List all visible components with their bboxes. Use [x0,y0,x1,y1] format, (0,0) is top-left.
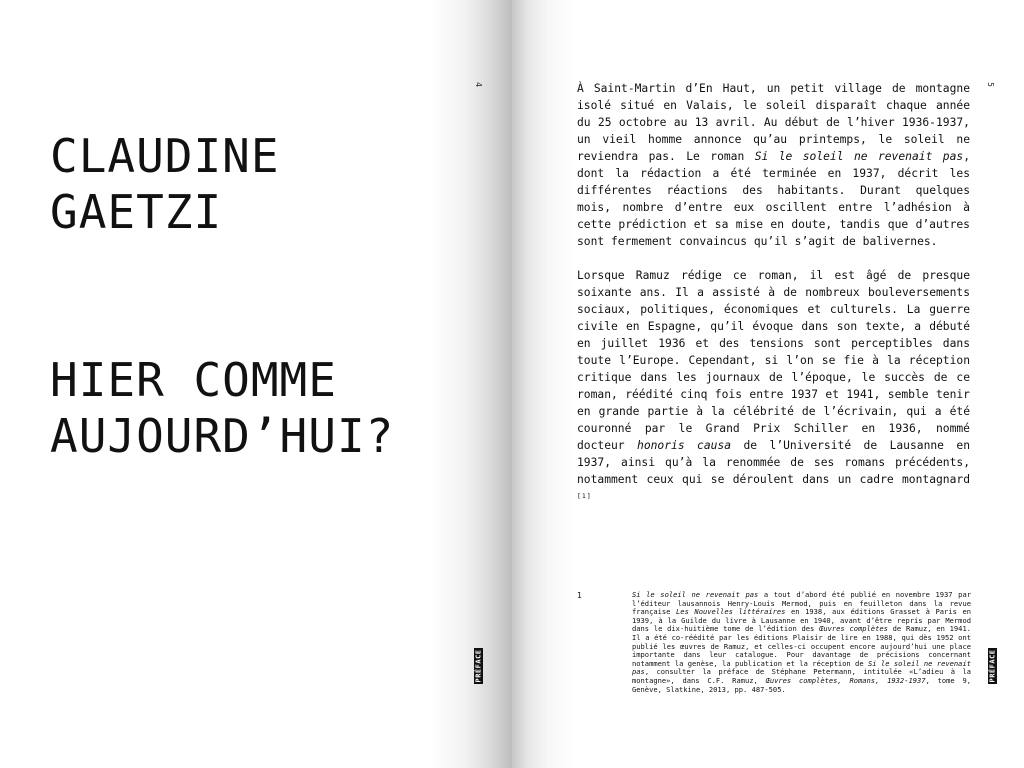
footnote-text-2: a tout d’abord été publié en novembre 1937 par l’éditeur lausannois Henry-Louis Mermod, puis en feuilleton dans la revue française [632,590,971,617]
footnote-number: 1 [577,591,582,600]
footnote-reference[interactable]: [1] [577,492,592,500]
paragraph-1-text-b: , dont la rédaction a été terminée en 1937, décrit les différentes réactions des habitants. Durant quelques mois, nombre d’entre eux oscillent entre l’adhésion à cette prédiction et sa mise en doute, tandis que d’autres sont fermement convaincus qu’il s’agit de balivernes. [577,150,971,248]
paragraph-1-text-a: À Saint-Martin d’En Haut, un petit village de montagne isolé situé en Valais, le soleil disparaît chaque année du 25 octobre au 13 avril. Au début de l’hiver 1936-1937, un vieil homme annonce qu’au printemps, le soleil ne reviendra pas. Le roman [577,82,970,163]
author-name-line-2: GAETZI [50,185,223,239]
section-label-right: PRÉFACE [988,649,997,683]
paragraph-2-italic-phrase: honoris causa [637,439,732,452]
footnote-text [632,591,971,694]
footnote-text-6: de Ramuz, en 1941. Il a été co-réédité par les éditions Plaisir de lire en 1988, qui dès 1952 ont publié les œuvres de Ramuz, et celles-ci occupent encore aujourd’hui une place importante dans leur catalogue. Pour davantage de précisions concernant notamment la genèse, la publication et la réception de [632,624,971,668]
body-text [577,80,970,522]
title-spacer [50,240,480,352]
paragraph-1 [577,80,970,250]
footnote-text-8: , consulter la préface de Stéphane Petermann, intitulée «L’adieu à la montagne», dans C.F. Ramuz, [632,667,971,685]
title-block [50,128,480,464]
section-label-left: PRÉFACE [474,649,483,683]
paragraph-2-text-a: Lorsque Ramuz rédige ce roman, il est âgé de presque soixante ans. Il a assisté à de nombreux bouleversements sociaux, politiques, économiques et culturels. La guerre civile en Espagne, qu’il évoque dans son texte, a débuté en juillet 1936 et des tensions sont perceptibles dans toute l’Europe. Cependant, si l’on se fie à la réception critique dans les journaux de l’époque, le succès de ce roman, réédité cinq fois entre 1937 et 1941, semble tenir en grande partie à la célébrité de l’écrivain, qui a été couronné par le Grand Prix Schiller en 1936, nommé docteur [577,269,970,452]
section-tab-right [988,648,997,684]
footnote-italic-7: Si le soleil ne revenait pas [632,658,971,677]
chapter-title-line-1: HIER COMME [50,353,337,407]
footnote-text-10: , tome 9, Genève, Slatkine, 2013, pp. 487-505. [632,675,971,694]
section-tab-left [474,648,483,684]
footnote-italic-5: Œuvres complètes [819,624,888,634]
page-number-right: 5 [985,82,995,87]
page-number-left: 4 [473,82,483,87]
chapter-title-line-2: AUJOURD’HUI? [50,409,395,463]
footnote-text-4: en 1938, aux éditions Grasset à Paris en 1939, à la Guilde du livre à Lausanne en 1940, avant d’être repris par Mermod dans le dix-huitième tome de l’édition des [632,607,971,634]
paragraph-1-italic-title: Si le soleil ne revenait pas [754,150,964,163]
footnote-italic-9: Œuvres complètes, Romans, 1932-1937 [765,675,926,685]
paragraph-2-text-b: de l’Université de Lausanne en 1937, ainsi qu’à la renommée de ses romans précédents, notamment ceux qui se déroulent dans un cadre montagnard [577,439,970,486]
author-name-line-1: CLAUDINE [50,129,280,183]
paragraph-2 [577,267,970,505]
footnote-italic-3: Les Nouvelles littéraires [676,607,786,617]
footnote-italic-1: Si le soleil ne revenait pas [632,590,759,599]
